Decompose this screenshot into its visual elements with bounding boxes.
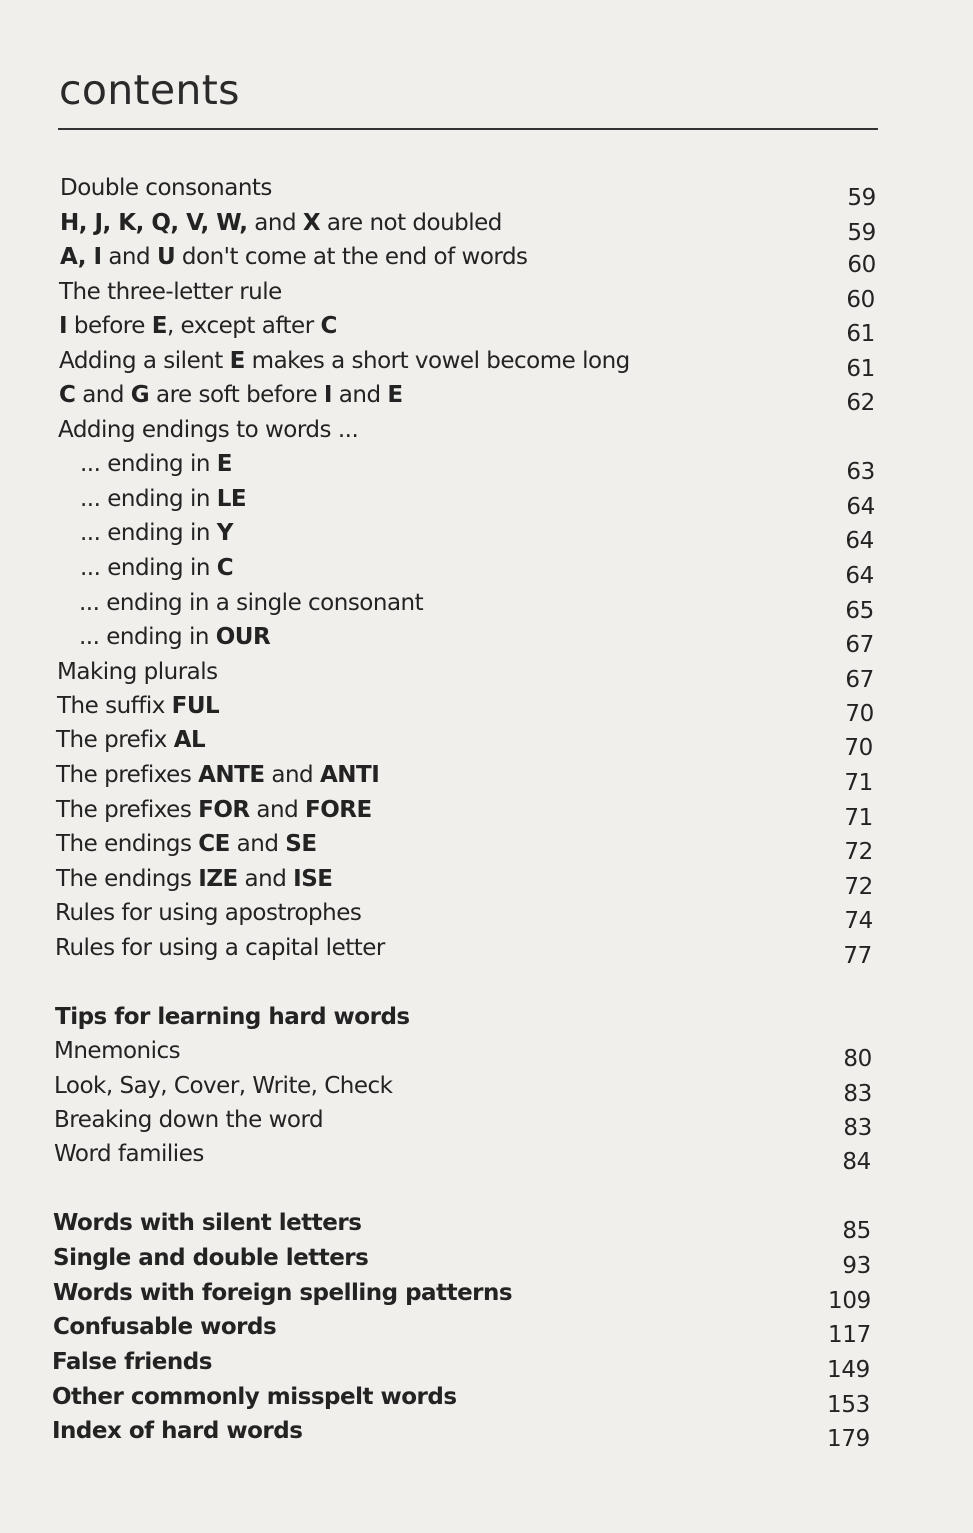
label-segment: Breaking down the word [54, 1107, 324, 1133]
label-segment: don't come at the end of words [175, 244, 528, 270]
toc-section-entry [53, 1241, 368, 1275]
label-segment: E [229, 348, 245, 374]
toc-entry [80, 447, 232, 481]
toc-section-entry [53, 1276, 512, 1310]
toc-page-number: 83 [843, 1115, 872, 1141]
toc-entry [79, 586, 423, 620]
toc-entry-label [52, 1418, 302, 1444]
toc-entry [59, 309, 337, 343]
label-segment: ... ending in [79, 624, 216, 650]
toc-entry-label [60, 244, 528, 270]
label-segment: Making plurals [57, 659, 218, 685]
toc-page-number: 70 [845, 701, 874, 727]
label-segment: and [237, 866, 294, 892]
label-segment: Tips for learning hard words [55, 1004, 410, 1030]
label-segment: U [156, 244, 176, 270]
toc-entry-label [54, 1141, 204, 1167]
toc-entry-label [54, 1073, 393, 1099]
toc-entry-label [59, 279, 282, 305]
page-title: contents [59, 66, 240, 114]
label-segment: Rules for using a capital letter [55, 935, 385, 961]
title-divider [58, 128, 878, 130]
toc-entry [54, 1137, 204, 1171]
toc-entry [55, 931, 385, 965]
label-segment: ANTE [198, 762, 265, 788]
toc-entry-label [56, 831, 317, 857]
toc-page-number: 149 [827, 1357, 870, 1383]
toc-entry [54, 1034, 180, 1068]
label-segment: are soft before [149, 382, 324, 408]
label-segment: Word families [54, 1141, 204, 1167]
toc-entry-label [79, 590, 423, 616]
toc-page-number: 74 [844, 908, 873, 934]
label-segment: ... ending in a single consonant [79, 590, 424, 616]
toc-entry-label [52, 1384, 457, 1410]
label-segment: I [323, 382, 332, 408]
label-segment: E [216, 451, 232, 477]
toc-section-entry [55, 1000, 410, 1034]
toc-entry-label [56, 866, 332, 892]
label-segment: False friends [52, 1349, 212, 1375]
label-segment: The endings [56, 866, 199, 892]
toc-page-number: 153 [827, 1392, 870, 1418]
toc-entry [60, 171, 272, 205]
label-segment: Other commonly misspelt words [52, 1384, 457, 1410]
toc-page-number: 85 [842, 1218, 871, 1244]
toc-page-number: 61 [846, 321, 875, 347]
toc-page-number: 64 [845, 528, 874, 554]
label-segment: I [59, 313, 68, 339]
toc-entry-label [80, 555, 233, 581]
toc-page-number: 109 [828, 1288, 871, 1314]
toc-entry [60, 240, 528, 274]
label-segment: and [247, 210, 303, 236]
label-segment: are not doubled [320, 210, 502, 236]
label-segment: and [264, 762, 320, 788]
toc-page-number: 59 [847, 185, 876, 211]
label-segment: The suffix [57, 693, 172, 719]
toc-entry-label [80, 486, 246, 512]
label-segment: ... ending in [80, 555, 217, 581]
label-segment: ISE [293, 866, 333, 892]
toc-page-number: 72 [844, 874, 873, 900]
toc-entry [56, 758, 379, 792]
label-segment: Look, Say, Cover, Write, Check [54, 1073, 393, 1099]
toc-section-entry [52, 1414, 302, 1448]
toc-page-number: 59 [847, 220, 876, 246]
toc-entry-label [53, 1245, 368, 1271]
label-segment: Confusable words [53, 1314, 277, 1340]
toc-page-number: 77 [843, 943, 872, 969]
toc-entry-label [55, 1004, 410, 1030]
label-segment: ... ending in [80, 486, 217, 512]
toc-entry [80, 516, 233, 550]
label-segment: before [67, 313, 152, 339]
label-segment: and [229, 831, 286, 857]
toc-entry-label [59, 348, 630, 374]
toc-page-number: 60 [846, 287, 875, 313]
toc-entry-label [56, 797, 372, 823]
label-segment: H, J, K, Q, V, W, [60, 210, 248, 236]
toc-entry [80, 551, 233, 585]
label-segment: The prefix [56, 727, 174, 753]
label-segment: A, I [60, 244, 102, 270]
label-segment: and [249, 797, 306, 823]
toc-entry [56, 793, 372, 827]
toc-page-number: 67 [845, 632, 874, 658]
toc-entry-label [57, 659, 218, 685]
label-segment: Y [216, 520, 233, 546]
label-segment: G [130, 382, 150, 408]
toc-entry-label [59, 382, 403, 408]
label-segment: The three-letter rule [59, 279, 282, 305]
label-segment: E [151, 313, 167, 339]
label-segment: and [101, 244, 157, 270]
toc-page-number: 93 [842, 1253, 871, 1279]
toc-entry-label [54, 1038, 180, 1064]
toc-page-number: 84 [842, 1149, 871, 1175]
label-segment: LE [216, 486, 247, 512]
toc-entry-label [56, 762, 379, 788]
label-segment: and [75, 382, 131, 408]
label-segment: FOR [198, 797, 250, 823]
toc-entry-label [53, 1280, 512, 1306]
toc-page-number: 83 [843, 1081, 872, 1107]
toc-entry-label [53, 1314, 276, 1340]
toc-entry [54, 1103, 323, 1137]
toc-entry-label [80, 451, 232, 477]
label-segment: and [331, 382, 388, 408]
label-segment: The endings [56, 831, 199, 857]
toc-page-number: 71 [844, 805, 873, 831]
label-segment: C [216, 555, 234, 581]
toc-page-number: 64 [846, 494, 875, 520]
toc-page-number: 65 [845, 598, 874, 624]
toc-entry-label [53, 1210, 361, 1236]
toc-page-number: 179 [827, 1426, 870, 1452]
label-segment: Double consonants [60, 175, 272, 201]
toc-entry [59, 378, 403, 412]
label-segment: OUR [215, 624, 271, 650]
toc-page-number: 71 [844, 770, 873, 796]
toc-page-number: 64 [845, 563, 874, 589]
toc-entry-label [54, 1107, 323, 1133]
label-segment: IZE [198, 866, 238, 892]
toc-page-number: 72 [844, 839, 873, 865]
toc-entry [60, 206, 502, 240]
toc-entry-label [57, 693, 219, 719]
toc-section-entry [53, 1206, 361, 1240]
label-segment: SE [285, 831, 317, 857]
label-segment: Words with silent letters [53, 1210, 362, 1236]
label-segment: makes a short vowel become long [244, 348, 630, 374]
label-segment: ANTI [319, 762, 380, 788]
toc-entry [56, 723, 205, 757]
toc-entry-label [60, 175, 272, 201]
label-segment: Adding endings to words ... [58, 417, 359, 443]
toc-entry [59, 344, 630, 378]
toc-entry-label [80, 520, 233, 546]
toc-entry-label [52, 1349, 212, 1375]
label-segment: CE [198, 831, 230, 857]
label-segment: Mnemonics [54, 1038, 181, 1064]
toc-page-number: 80 [843, 1046, 872, 1072]
label-segment: AL [173, 727, 206, 753]
toc-entry [80, 482, 246, 516]
toc-entry [59, 275, 282, 309]
toc-entry-label [56, 727, 205, 753]
toc-page-number: 70 [844, 735, 873, 761]
toc-entry [56, 862, 332, 896]
label-segment: E [387, 382, 403, 408]
toc-entry [79, 620, 270, 654]
toc-page-number: 117 [828, 1322, 871, 1348]
toc-entry-label [58, 417, 358, 443]
toc-entry [57, 689, 219, 723]
label-segment: Rules for using apostrophes [55, 900, 362, 926]
label-segment: Words with foreign spelling patterns [53, 1280, 513, 1306]
toc-section-entry [52, 1345, 212, 1379]
toc-entry-label [55, 935, 385, 961]
toc-page-number: 63 [846, 459, 875, 485]
toc-entry-label [79, 624, 270, 650]
label-segment: Adding a silent [59, 348, 230, 374]
toc-entry [54, 1069, 393, 1103]
toc-entry-label [59, 313, 337, 339]
label-segment: ... ending in [80, 520, 217, 546]
label-segment: Index of hard words [52, 1418, 303, 1444]
label-segment: , except after [166, 313, 321, 339]
toc-entry [56, 827, 317, 861]
toc-entry-label [55, 900, 361, 926]
toc-page-number: 67 [845, 667, 874, 693]
toc-section-entry [52, 1380, 457, 1414]
label-segment: The prefixes [56, 762, 199, 788]
label-segment: FUL [171, 693, 220, 719]
toc-entry-label [60, 210, 502, 236]
toc-page-number: 61 [846, 356, 875, 382]
label-segment: FORE [305, 797, 372, 823]
label-segment: C [320, 313, 337, 339]
toc-page-number: 62 [846, 390, 875, 416]
label-segment: Single and double letters [53, 1245, 369, 1271]
label-segment: The prefixes [56, 797, 199, 823]
toc-entry [58, 413, 358, 447]
label-segment: C [59, 382, 76, 408]
toc-page-number: 60 [847, 252, 876, 278]
toc-section-entry [53, 1310, 276, 1344]
label-segment: ... ending in [80, 451, 217, 477]
toc-entry [57, 655, 218, 689]
label-segment: X [302, 210, 321, 236]
toc-entry [55, 896, 361, 930]
